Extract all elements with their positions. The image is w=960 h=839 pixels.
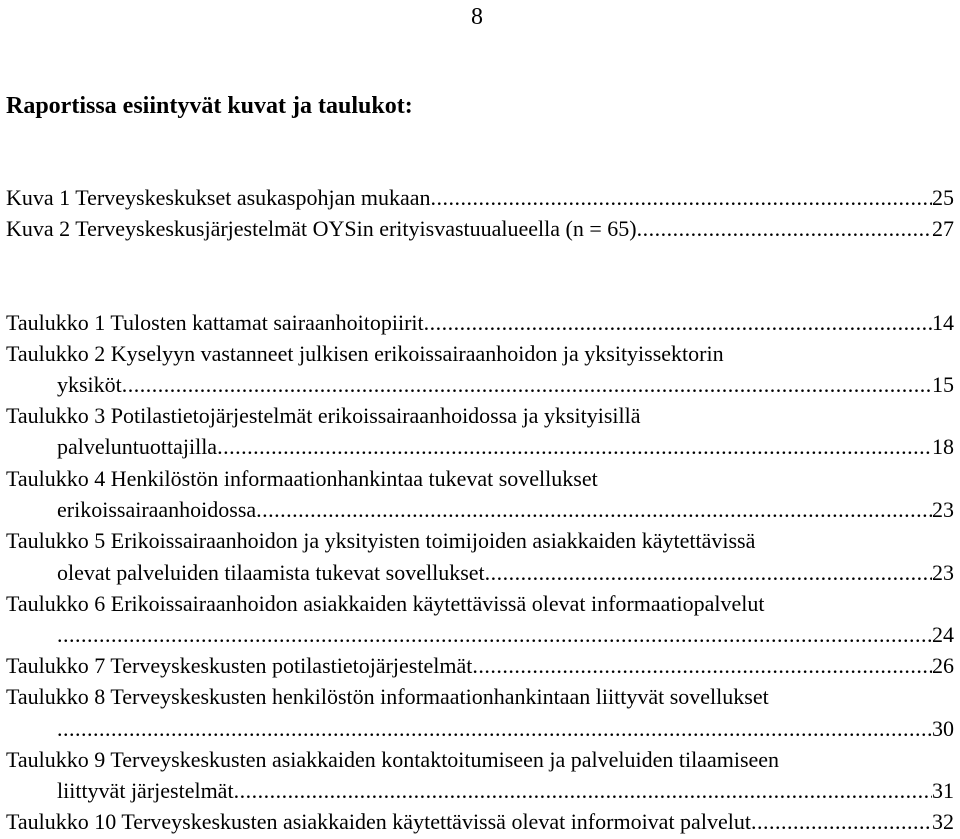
dot-leader bbox=[57, 714, 932, 744]
entry-title-continued: erikoissairaanhoidossa bbox=[57, 497, 257, 522]
toc-entry-taulukko-5-line-2[interactable] bbox=[57, 558, 954, 588]
toc-entry-taulukko-7[interactable] bbox=[6, 651, 954, 681]
dot-leader bbox=[122, 370, 932, 400]
entry-page: 23 bbox=[932, 497, 954, 522]
entry-title-continued: liittyvät järjestelmät bbox=[57, 778, 234, 803]
toc-entry-taulukko-3-line-2[interactable] bbox=[57, 432, 954, 462]
entry-page: 31 bbox=[932, 778, 954, 803]
dot-leader bbox=[424, 308, 932, 338]
toc-entry-taulukko-5-line-1[interactable] bbox=[6, 526, 954, 556]
dot-leader bbox=[431, 183, 932, 213]
entry-title-continued: yksiköt bbox=[57, 372, 122, 397]
entry-page: 32 bbox=[932, 809, 954, 834]
toc-entry-taulukko-2-line-1[interactable] bbox=[6, 339, 954, 369]
dot-leader bbox=[234, 776, 932, 806]
toc-entry-taulukko-1[interactable] bbox=[6, 308, 954, 338]
entry-page: 25 bbox=[932, 185, 954, 210]
entry-page: 14 bbox=[932, 310, 954, 335]
entry-title-continued: olevat palveluiden tilaamista tukevat sovellukset bbox=[57, 560, 485, 585]
entry-title: Taulukko 7 Terveyskeskusten potilastietojärjestelmät bbox=[6, 653, 473, 678]
toc-entry-taulukko-8-line-2[interactable] bbox=[57, 714, 954, 744]
entry-title-continued: palveluntuottajilla bbox=[57, 434, 218, 459]
toc-entry-taulukko-6-line-2[interactable] bbox=[57, 620, 954, 650]
entry-title: Taulukko 4 Henkilöstön informaationhankintaa tukevat sovellukset bbox=[6, 466, 598, 491]
toc-entry-taulukko-10[interactable] bbox=[6, 807, 954, 837]
entry-page: 15 bbox=[932, 372, 954, 397]
entry-page: 26 bbox=[932, 653, 954, 678]
entry-page: 24 bbox=[932, 622, 954, 647]
page-number: 8 bbox=[471, 4, 483, 30]
entry-page: 30 bbox=[932, 716, 954, 741]
toc-entry-taulukko-9-line-2[interactable] bbox=[57, 776, 954, 806]
toc-entry-taulukko-6-line-1[interactable] bbox=[6, 589, 954, 619]
toc-entry-taulukko-9-line-1[interactable] bbox=[6, 745, 954, 775]
dot-leader bbox=[637, 214, 932, 244]
dot-leader bbox=[217, 432, 932, 462]
dot-leader bbox=[472, 651, 932, 681]
dot-leader bbox=[256, 495, 932, 525]
entry-title: Kuva 2 Terveyskeskusjärjestelmät OYSin erityisvastuualueella (n = 65) bbox=[6, 216, 637, 241]
toc-entry-kuva-2[interactable] bbox=[6, 214, 954, 244]
dot-leader bbox=[751, 807, 932, 837]
entry-title: Taulukko 8 Terveyskeskusten henkilöstön informaationhankintaan liittyvät sovellukset bbox=[6, 684, 769, 709]
dot-leader bbox=[485, 558, 932, 588]
entry-title: Taulukko 5 Erikoissairaanhoidon ja yksityisten toimijoiden asiakkaiden käytettävissä bbox=[6, 528, 756, 553]
toc-entry-taulukko-8-line-1[interactable] bbox=[6, 682, 954, 712]
entry-page: 18 bbox=[932, 434, 954, 459]
entry-title: Kuva 1 Terveyskeskukset asukaspohjan mukaan bbox=[6, 185, 431, 210]
toc-entry-taulukko-4-line-1[interactable] bbox=[6, 464, 954, 494]
entry-page: 27 bbox=[932, 216, 954, 241]
entry-title: Taulukko 6 Erikoissairaanhoidon asiakkaiden käytettävissä olevat informaatiopalvelut bbox=[6, 591, 765, 616]
entry-title: Taulukko 10 Terveyskeskusten asiakkaiden käytettävissä olevat informoivat palvelut bbox=[6, 809, 751, 834]
toc-entry-taulukko-2-line-2[interactable] bbox=[57, 370, 954, 400]
toc-entry-taulukko-3-line-1[interactable] bbox=[6, 401, 954, 431]
toc-entry-kuva-1[interactable] bbox=[6, 183, 954, 213]
entry-title: Taulukko 2 Kyselyyn vastanneet julkisen erikoissairaanhoidon ja yksityissektorin bbox=[6, 341, 724, 366]
toc-entry-taulukko-4-line-2[interactable] bbox=[57, 495, 954, 525]
entry-title: Taulukko 1 Tulosten kattamat sairaanhoitopiirit bbox=[6, 310, 424, 335]
entry-page: 23 bbox=[932, 560, 954, 585]
page-heading: Raportissa esiintyvät kuvat ja taulukot: bbox=[6, 93, 413, 119]
dot-leader bbox=[57, 620, 932, 650]
entry-title: Taulukko 9 Terveyskeskusten asiakkaiden kontaktoitumiseen ja palveluiden tilaamiseen bbox=[6, 747, 780, 772]
entry-title: Taulukko 3 Potilastietojärjestelmät erikoissairaanhoidossa ja yksityisillä bbox=[6, 403, 641, 428]
